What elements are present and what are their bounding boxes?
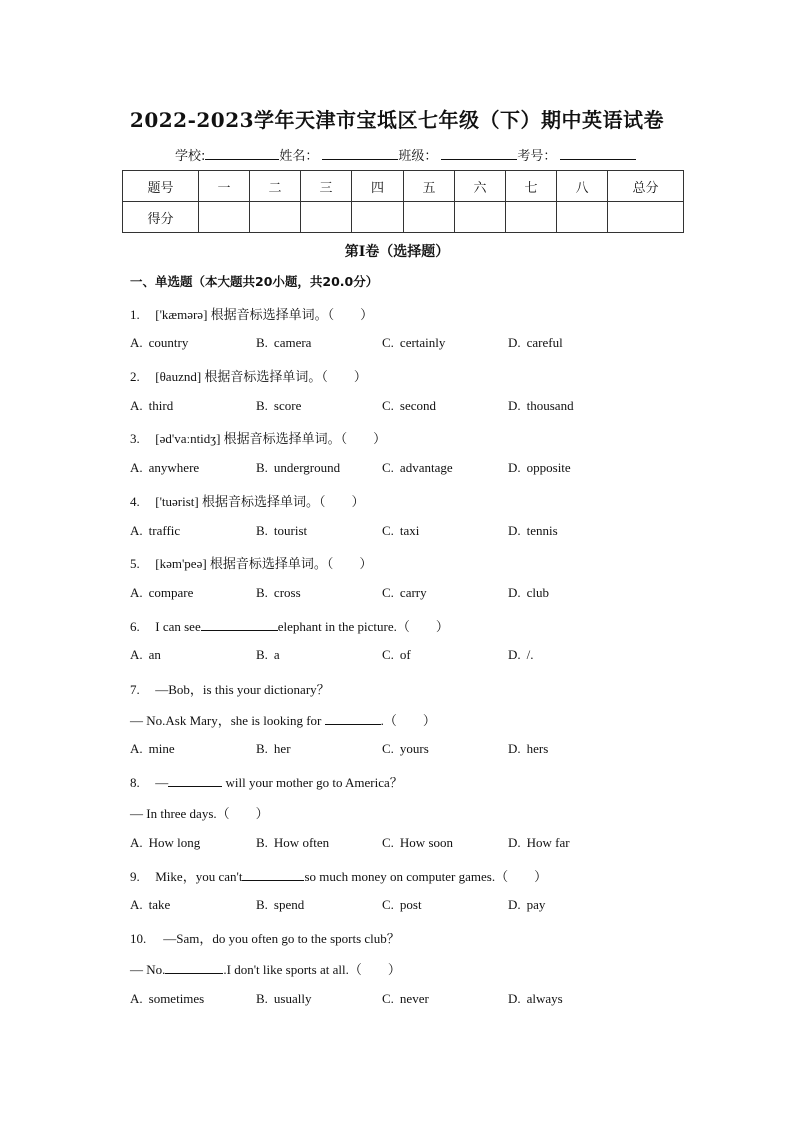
option-b[interactable]: B. a xyxy=(256,647,280,662)
question-stem-end: so much money on computer games.（ ） xyxy=(304,869,548,884)
section-title: 第I卷（选择题） xyxy=(344,244,450,260)
answer-blank[interactable] xyxy=(201,618,278,631)
option-d[interactable]: D. How far xyxy=(508,835,570,850)
question-stem: —Sam，do you often go to the sports club？ xyxy=(163,931,400,946)
class-blank[interactable] xyxy=(441,147,517,160)
question-line-end: .I don't like sports at all.（ ） xyxy=(223,962,401,977)
question-6 xyxy=(130,616,449,635)
score-cell[interactable] xyxy=(250,202,301,233)
question-10 xyxy=(130,928,400,947)
option-c[interactable]: C. second xyxy=(382,398,437,413)
option-a[interactable]: A. traffic xyxy=(130,523,181,538)
score-cell[interactable] xyxy=(608,202,684,233)
question-number: 10. xyxy=(130,931,147,946)
score-cell[interactable] xyxy=(557,202,608,233)
exam-no-label: 考号： xyxy=(517,149,557,164)
option-d[interactable]: D. /. xyxy=(508,647,534,662)
score-cell[interactable] xyxy=(404,202,455,233)
header-cell: 八 xyxy=(557,171,608,202)
score-cell[interactable] xyxy=(301,202,352,233)
option-c[interactable]: C. taxi xyxy=(382,523,420,538)
question-number: 7. xyxy=(130,682,140,697)
option-d[interactable]: D. pay xyxy=(508,897,546,912)
question-stem-end: will your mother go to America？ xyxy=(222,775,403,790)
answer-blank[interactable] xyxy=(325,712,381,725)
option-a[interactable]: A. anywhere xyxy=(130,460,200,475)
option-c[interactable]: C. advantage xyxy=(382,460,453,475)
option-d[interactable]: D. hers xyxy=(508,741,549,756)
exam-title: 2022-2023学年天津市宝坻区七年级（下）期中英语试卷 xyxy=(129,108,665,132)
option-b[interactable]: B. tourist xyxy=(256,523,308,538)
school-blank[interactable] xyxy=(205,147,279,160)
answer-blank[interactable] xyxy=(168,774,222,787)
student-info-line xyxy=(175,145,636,164)
question-stem: ['kæmərə] 根据音标选择单词。（ ） xyxy=(155,307,374,322)
option-a[interactable]: A. mine xyxy=(130,741,175,756)
question-stem: Mike，you can't xyxy=(155,869,243,884)
score-table xyxy=(122,170,684,233)
school-label: 学校: xyxy=(175,149,206,164)
option-b[interactable]: B. underground xyxy=(256,460,341,475)
score-cell[interactable] xyxy=(506,202,557,233)
option-c[interactable]: C. post xyxy=(382,897,422,912)
option-d[interactable]: D. opposite xyxy=(508,460,571,475)
question-stem-end: elephant in the picture.（ ） xyxy=(277,619,449,634)
option-a[interactable]: A. an xyxy=(130,647,161,662)
option-b[interactable]: B. usually xyxy=(256,991,312,1006)
name-label: 姓名： xyxy=(279,149,319,164)
score-cell[interactable] xyxy=(455,202,506,233)
question-stem: —Bob，is this your dictionary？ xyxy=(155,682,330,697)
question-line: — In three days.（ ） xyxy=(130,806,269,821)
question-number: 1. xyxy=(130,307,140,322)
option-b[interactable]: B. her xyxy=(256,741,291,756)
question-4 xyxy=(130,491,365,510)
question-number: 5. xyxy=(130,556,140,571)
option-b[interactable]: B. cross xyxy=(256,585,301,600)
question-line-end: .（ ） xyxy=(380,713,436,728)
option-a[interactable]: A. take xyxy=(130,897,171,912)
option-a[interactable]: A. country xyxy=(130,335,189,350)
answer-blank[interactable] xyxy=(165,961,223,974)
option-a[interactable]: A. third xyxy=(130,398,174,413)
question-8 xyxy=(130,772,403,791)
option-b[interactable]: B. spend xyxy=(256,897,305,912)
option-c[interactable]: C. of xyxy=(382,647,411,662)
question-number: 2. xyxy=(130,369,140,384)
question-number: 6. xyxy=(130,619,140,634)
header-cell: 一 xyxy=(199,171,250,202)
question-1 xyxy=(130,304,373,323)
question-stem: [θauznd] 根据音标选择单词。（ ） xyxy=(155,369,367,384)
option-b[interactable]: B. camera xyxy=(256,335,312,350)
header-cell: 总分 xyxy=(608,171,684,202)
question-7-line-2 xyxy=(130,710,436,729)
question-number: 9. xyxy=(130,869,140,884)
option-d[interactable]: D. always xyxy=(508,991,563,1006)
class-label: 班级： xyxy=(398,149,438,164)
question-10-line-2 xyxy=(130,959,401,978)
question-3 xyxy=(130,428,386,447)
header-cell: 题号 xyxy=(123,171,199,202)
header-cell: 四 xyxy=(352,171,404,202)
score-cell[interactable] xyxy=(352,202,404,233)
exam-no-blank[interactable] xyxy=(560,147,636,160)
question-stem: — xyxy=(155,775,169,790)
question-line: — No.Ask Mary，she is looking for xyxy=(130,713,325,728)
question-8-line-2 xyxy=(130,803,269,822)
option-c[interactable]: C. carry xyxy=(382,585,427,600)
option-c[interactable]: C. How soon xyxy=(382,835,454,850)
question-9 xyxy=(130,866,547,885)
option-c[interactable]: C. never xyxy=(382,991,429,1006)
question-stem: [kəm'peə] 根据音标选择单词。（ ） xyxy=(155,556,373,571)
option-a[interactable]: A. sometimes xyxy=(130,991,205,1006)
question-stem: ['tuərist] 根据音标选择单词。（ ） xyxy=(155,494,365,509)
option-d[interactable]: D. thousand xyxy=(508,398,574,413)
option-d[interactable]: D. tennis xyxy=(508,523,558,538)
part-title: 一、单选题（本大题共20小题，共20.0分） xyxy=(130,274,379,289)
score-table-header-row xyxy=(123,171,684,202)
header-cell: 七 xyxy=(506,171,557,202)
option-c[interactable]: C. certainly xyxy=(382,335,446,350)
option-a[interactable]: A. How long xyxy=(130,835,201,850)
question-number: 3. xyxy=(130,431,140,446)
question-line: — No. xyxy=(130,962,166,977)
header-cell: 三 xyxy=(301,171,352,202)
question-stem: [əd'vaːntidʒ] 根据音标选择单词。（ ） xyxy=(155,431,387,446)
question-stem: I can see xyxy=(155,619,201,634)
answer-blank[interactable] xyxy=(242,868,304,881)
option-d[interactable]: D. careful xyxy=(508,335,563,350)
score-cell[interactable] xyxy=(199,202,250,233)
question-number: 8. xyxy=(130,775,140,790)
question-5 xyxy=(130,553,372,572)
option-c[interactable]: C. yours xyxy=(382,741,429,756)
score-table-score-row xyxy=(123,202,684,233)
question-7 xyxy=(130,679,330,698)
header-cell: 六 xyxy=(455,171,506,202)
option-b[interactable]: B. How often xyxy=(256,835,330,850)
score-label-cell: 得分 xyxy=(123,202,199,233)
question-number: 4. xyxy=(130,494,140,509)
header-cell: 二 xyxy=(250,171,301,202)
option-d[interactable]: D. club xyxy=(508,585,550,600)
option-b[interactable]: B. score xyxy=(256,398,302,413)
option-a[interactable]: A. compare xyxy=(130,585,194,600)
name-blank[interactable] xyxy=(322,147,398,160)
question-2 xyxy=(130,366,367,385)
header-cell: 五 xyxy=(404,171,455,202)
